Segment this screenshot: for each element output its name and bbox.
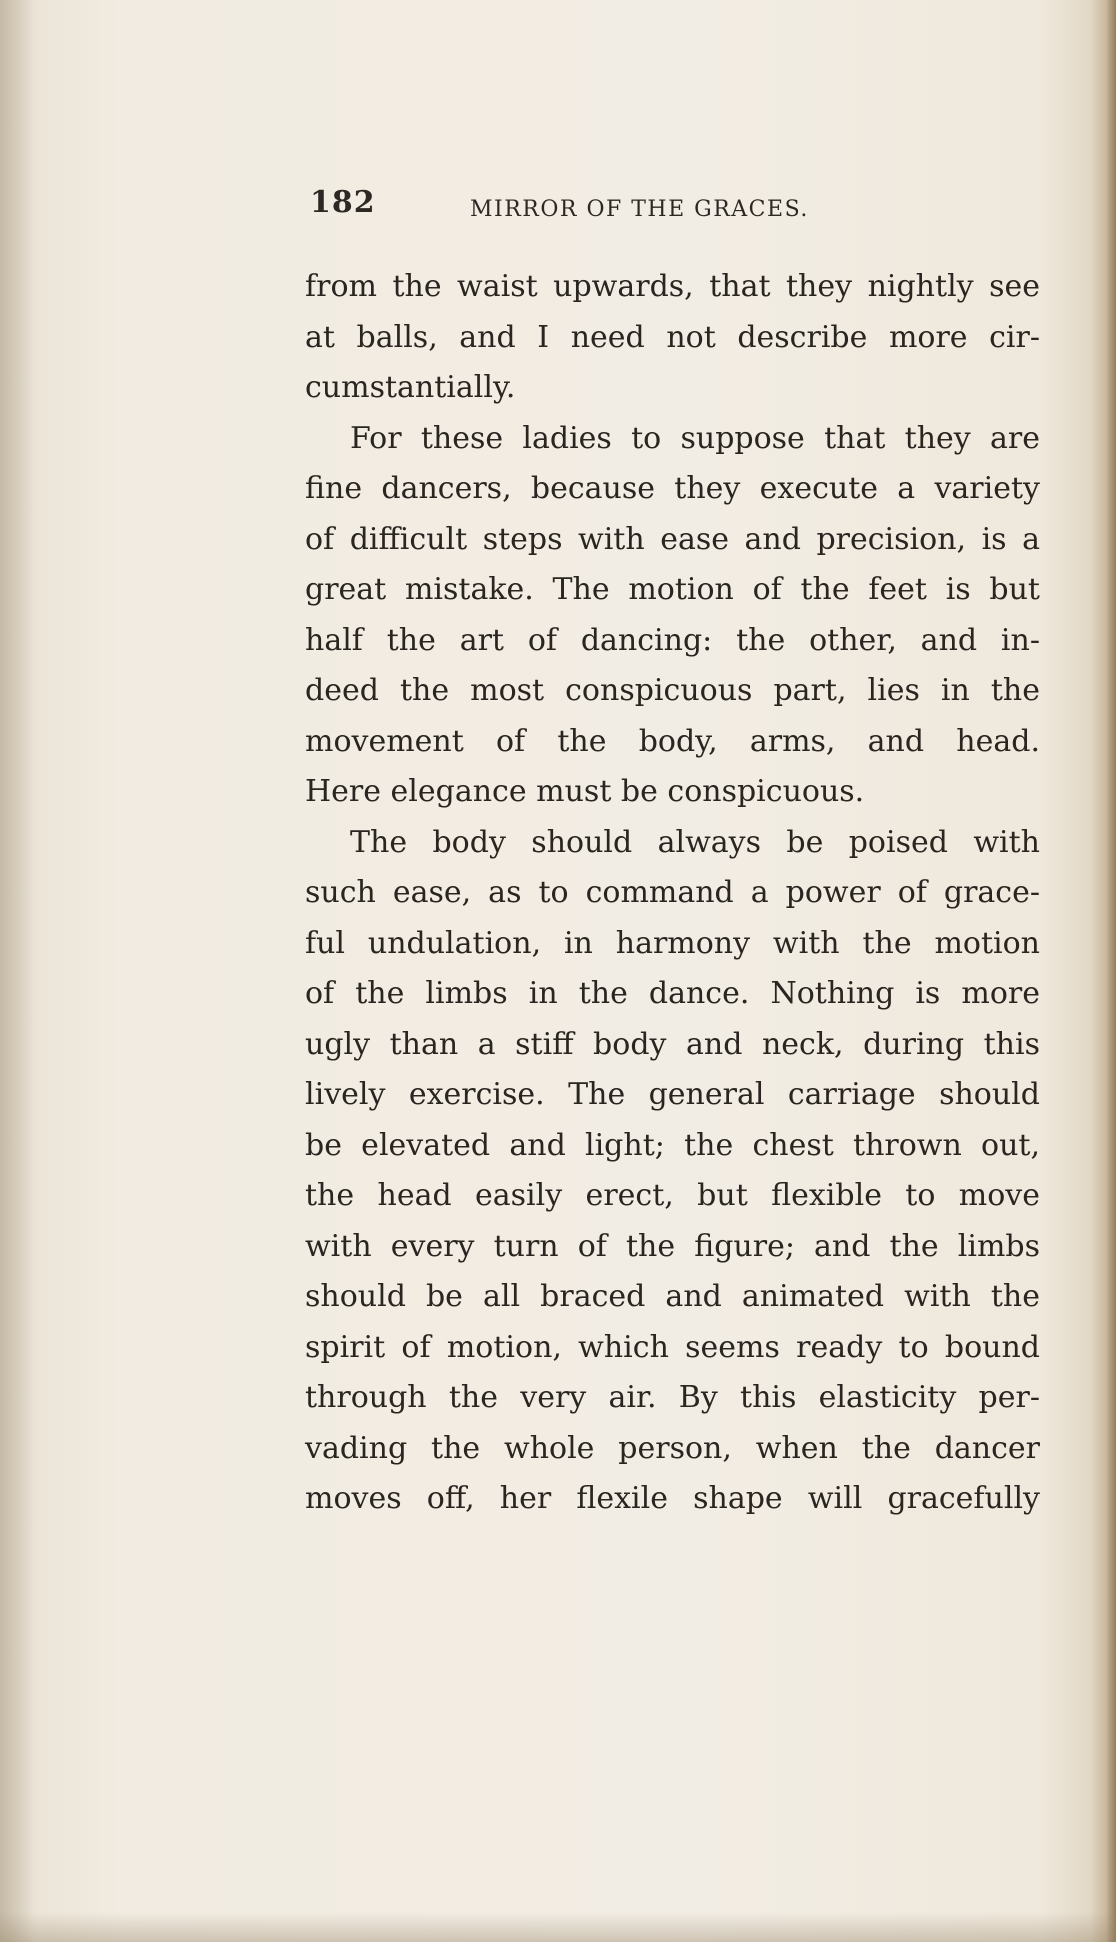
- text-line: of the limbs in the dance. Nothing is more: [305, 976, 1040, 1011]
- text-line: the head easily erect, but flexible to move: [305, 1178, 1040, 1213]
- text-line: should be all braced and animated with the: [305, 1279, 1040, 1314]
- text-line: with every turn of the figure; and the limbs: [305, 1228, 1040, 1264]
- text-line: deed the most conspicuous part, lies in the: [305, 673, 1040, 708]
- text-line: ful undulation, in harmony with the motion: [305, 925, 1040, 961]
- gutter-shadow: [0, 0, 34, 1942]
- text-line: fine dancers, because they execute a variety: [305, 471, 1040, 506]
- text-line: such ease, as to command a power of grace-: [305, 875, 1040, 910]
- text-line: ugly than a stiff body and neck, during this: [305, 1026, 1040, 1062]
- text-line: The body should always be poised with: [350, 824, 1040, 860]
- text-line: spirit of motion, which seems ready to bound: [305, 1329, 1040, 1365]
- body-text: [305, 262, 1040, 1525]
- text-line: of difficult steps with ease and precision, is a: [305, 521, 1040, 557]
- running-head: MIRROR OF THE GRACES.: [470, 197, 809, 222]
- page-edge-bottom: [0, 1912, 1116, 1942]
- text-line: cumstantially.: [305, 370, 516, 405]
- page-number: 182: [310, 185, 376, 220]
- text-line: half the art of dancing: the other, and in-: [305, 622, 1040, 658]
- text-line: movement of the body, arms, and head.: [305, 723, 1040, 759]
- text-line: at balls, and I need not describe more cir-: [305, 319, 1040, 355]
- text-line: be elevated and light; the chest thrown out,: [305, 1127, 1040, 1163]
- page-edge-right: [1106, 0, 1116, 1942]
- text-line: through the very air. By this elasticity per-: [305, 1380, 1040, 1415]
- text-line: great mistake. The motion of the feet is but: [305, 572, 1040, 607]
- text-line: For these ladies to suppose that they are: [350, 420, 1040, 456]
- text-line: from the waist upwards, that they nightly see: [305, 269, 1040, 304]
- page-header: [310, 185, 1050, 229]
- text-line: lively exercise. The general carriage should: [305, 1077, 1040, 1112]
- text-line: vading the whole person, when the dancer: [305, 1430, 1040, 1466]
- text-line: Here elegance must be conspicuous.: [305, 774, 865, 809]
- text-line: moves off, her flexile shape will gracefully: [305, 1481, 1040, 1516]
